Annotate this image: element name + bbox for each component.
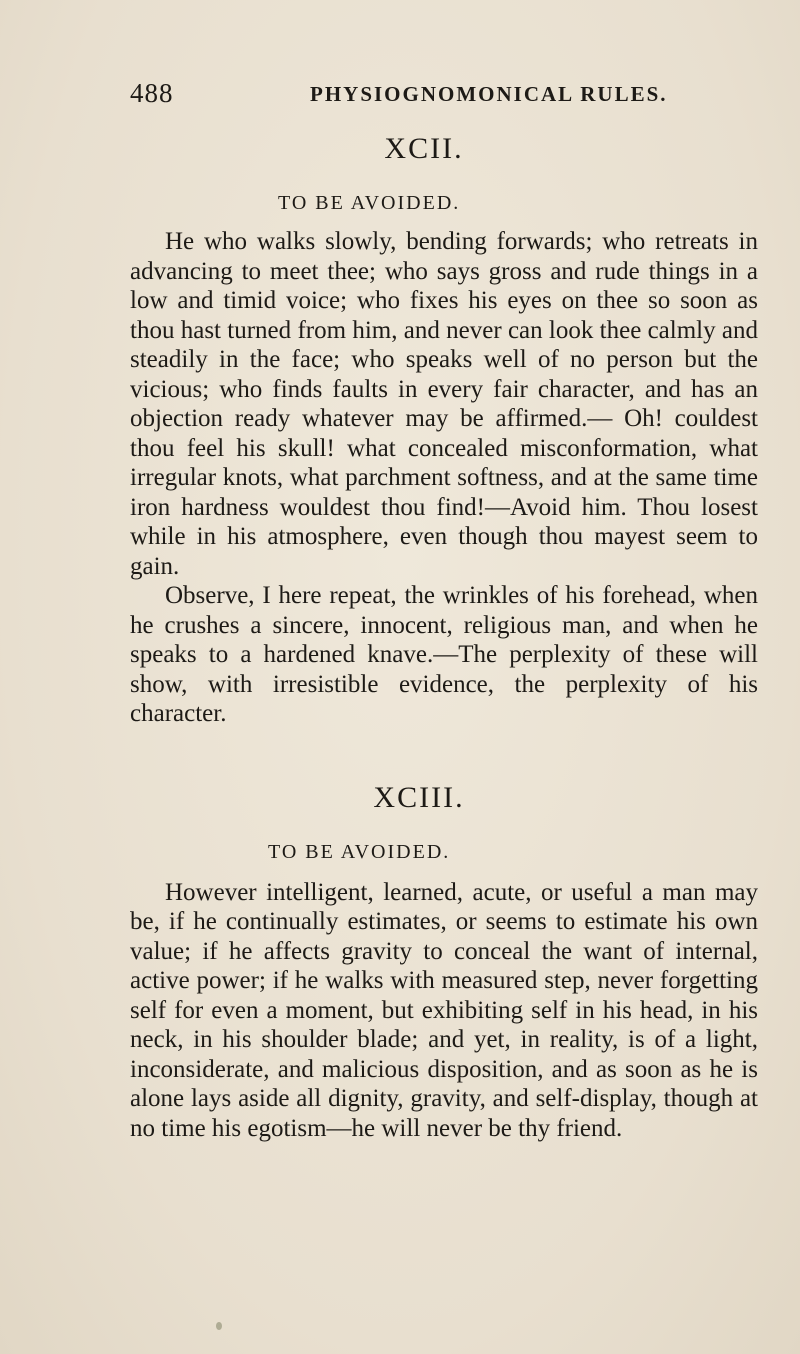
section-number: XCIII. [373,780,465,814]
paragraph: Observe, I here repeat, the wrinkles of his forehead, when he crushes a sincere, innocent, religious man, and when he speaks to a hardened knave.—The perplexity of these will show, with irresistible evidence, the perplexity of his character. [130,582,758,727]
section-subtitle: TO BE AVOIDED. [268,840,451,863]
section-subtitle: TO BE AVOIDED. [278,192,461,214]
section-body [130,878,758,1144]
running-head [130,68,758,108]
paper-spot [216,1322,222,1330]
section-number: XCII. [384,132,464,165]
page-number: 488 [130,78,174,108]
section-body [130,227,758,729]
paragraph: He who walks slowly, bending forwards; who retreats in advancing to meet thee; who says gross and rude things in a low and timid voice; who fixes his eyes on thee so soon as thou hast turned from him, and never can look thee calmly and steadily in the face; who speaks well of no person but the vicious; who finds faults in every fair character, and has an objection ready whatever may be affirmed.— Oh! couldest thou feel his skull! what concealed misconformation, what irregular knots, what parchment softness, and at the same time iron hardness wouldest thou find!—Avoid him. Thou losest while in his atmosphere, even though thou mayest seem to gain. [130,228,758,580]
section-xcii [130,132,758,729]
running-title: PHYSIOGNOMONICAL RULES. [310,82,668,106]
section-xciii [130,781,758,1144]
paragraph: However intelligent, learned, acute, or useful a man may be, if he continually estimates, or seems to estimate his own value; if he affects gravity to conceal the want of internal, active power; if he walks with measured step, never forgetting self for even a moment, but exhibiting self in his head, in his neck, in his shoulder blade; and yet, in reality, is of a light, inconsiderate, and malicious disposition, and as soon as he is alone lays aside all dignity, gravity, and self-display, though at no time his egotism—he will never be thy friend. [130,878,758,1142]
